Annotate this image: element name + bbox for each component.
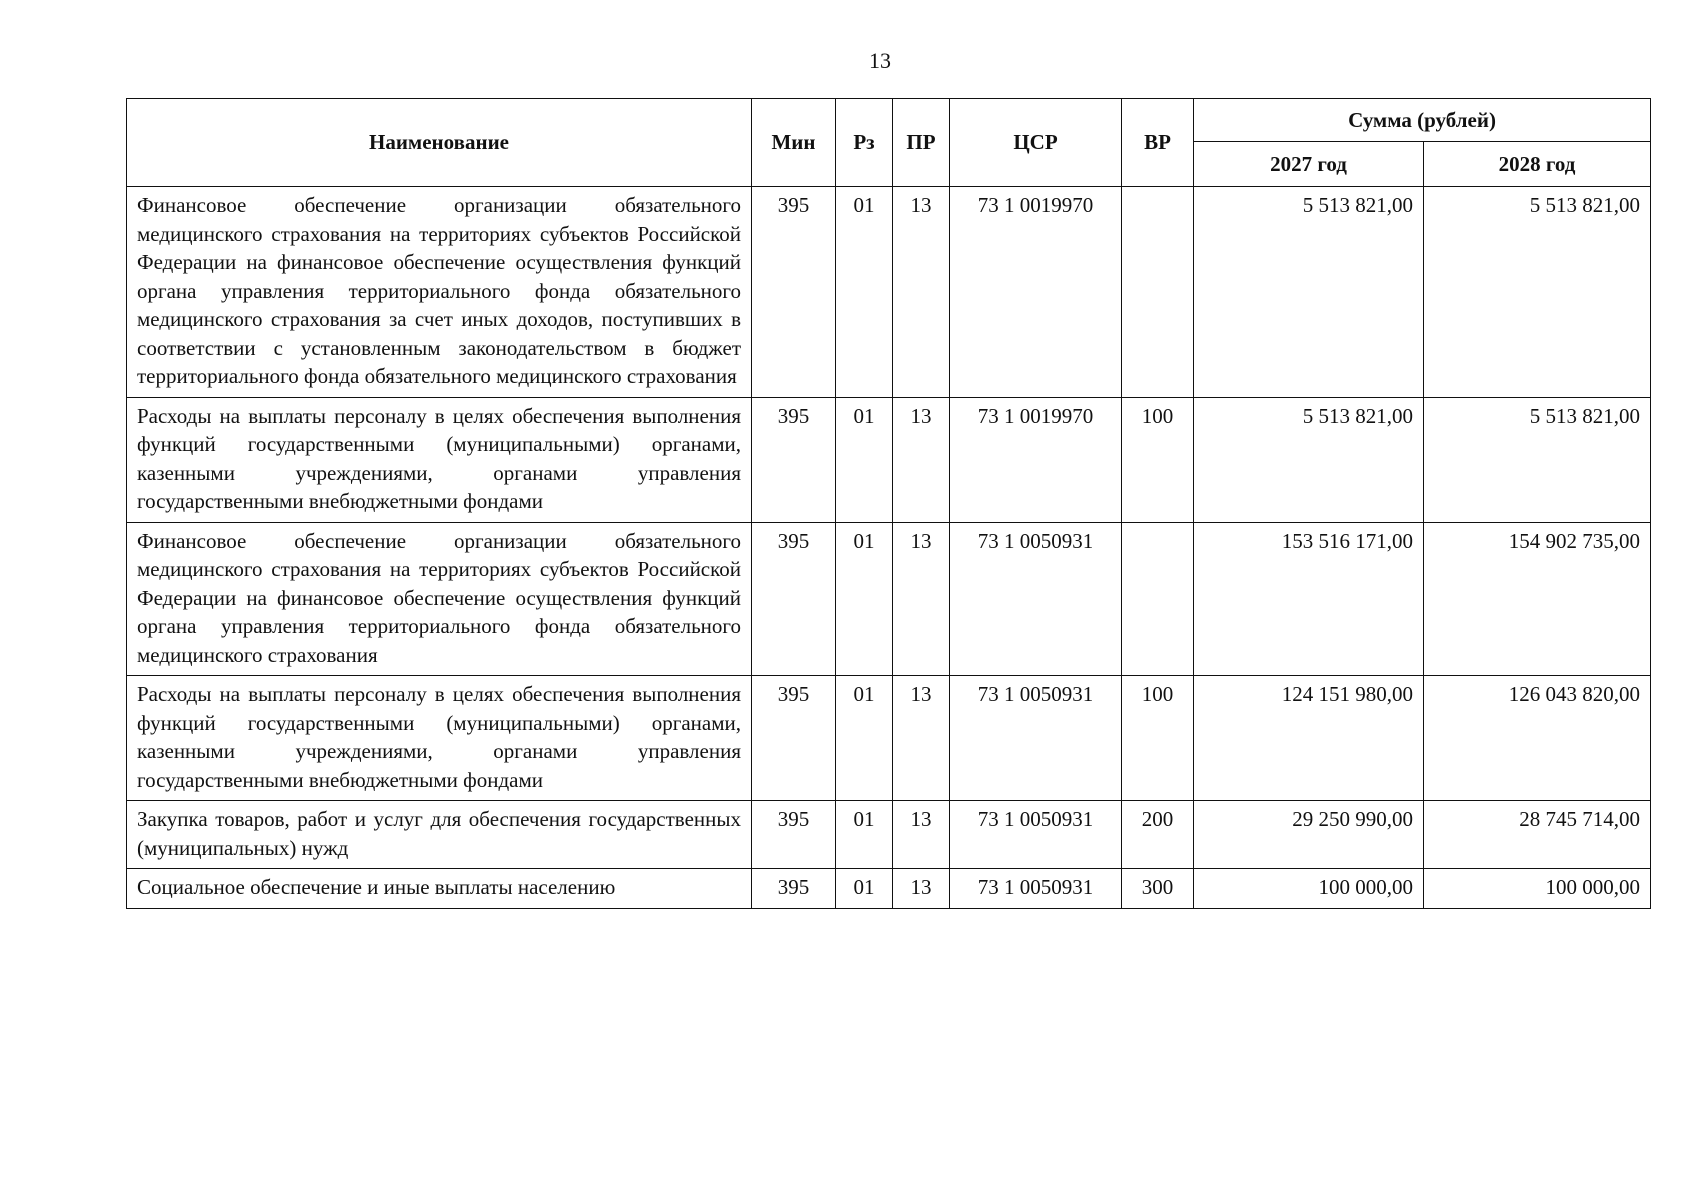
row-name: Расходы на выплаты персоналу в целях обеспечения выполнения функций государственными (муниципальными) органами, казенными учреждениями, органами управления государственными внебюджетными фондами [127, 676, 752, 801]
row-sum-2028: 100 000,00 [1424, 869, 1651, 909]
row-csr: 73 1 0050931 [950, 801, 1122, 869]
page-number: 13 [869, 48, 891, 73]
row-csr: 73 1 0050931 [950, 522, 1122, 676]
table-header [127, 99, 1651, 187]
table-body [127, 187, 1651, 909]
row-vr: 300 [1122, 869, 1194, 909]
row-csr: 73 1 0050931 [950, 676, 1122, 801]
row-pr: 13 [893, 676, 950, 801]
row-sum-2027: 124 151 980,00 [1194, 676, 1424, 801]
row-min: 395 [752, 397, 836, 522]
row-sum-2028: 28 745 714,00 [1424, 801, 1651, 869]
row-pr: 13 [893, 801, 950, 869]
table-row [127, 869, 1651, 909]
row-rz: 01 [836, 397, 893, 522]
row-pr: 13 [893, 397, 950, 522]
row-vr: 100 [1122, 676, 1194, 801]
row-sum-2027: 29 250 990,00 [1194, 801, 1424, 869]
row-min: 395 [752, 869, 836, 909]
row-vr: 200 [1122, 801, 1194, 869]
row-min: 395 [752, 187, 836, 398]
row-csr: 73 1 0050931 [950, 869, 1122, 909]
header-rz: Рз [836, 99, 893, 187]
header-year-2027: 2027 год [1194, 142, 1424, 187]
row-name: Финансовое обеспечение организации обязательного медицинского страхования на территориях субъектов Российской Федерации на финансовое обеспечение осуществления функций органа управления территориального фонда обязательного медицинского страхования [127, 522, 752, 676]
row-vr [1122, 522, 1194, 676]
row-min: 395 [752, 801, 836, 869]
row-pr: 13 [893, 522, 950, 676]
row-rz: 01 [836, 801, 893, 869]
table-row [127, 397, 1651, 522]
row-sum-2028: 154 902 735,00 [1424, 522, 1651, 676]
budget-table [126, 98, 1651, 909]
header-year-2028: 2028 год [1424, 142, 1651, 187]
row-name: Финансовое обеспечение организации обязательного медицинского страхования на территориях субъектов Российской Федерации на финансовое обеспечение осуществления функций органа управления территориального фонда обязательного медицинского страхования за счет иных доходов, поступивших в соответствии с установленным законодательством в бюджет территориального фонда обязательного медицинского страхования [127, 187, 752, 398]
row-rz: 01 [836, 869, 893, 909]
row-vr [1122, 187, 1194, 398]
row-vr: 100 [1122, 397, 1194, 522]
row-name: Закупка товаров, работ и услуг для обеспечения государственных (муниципальных) нужд [127, 801, 752, 869]
row-csr: 73 1 0019970 [950, 397, 1122, 522]
table-row [127, 801, 1651, 869]
row-sum-2027: 153 516 171,00 [1194, 522, 1424, 676]
row-rz: 01 [836, 187, 893, 398]
header-csr: ЦСР [950, 99, 1122, 187]
row-csr: 73 1 0019970 [950, 187, 1122, 398]
row-rz: 01 [836, 676, 893, 801]
table-row [127, 676, 1651, 801]
row-sum-2027: 5 513 821,00 [1194, 187, 1424, 398]
header-vr: ВР [1122, 99, 1194, 187]
header-sum: Сумма (рублей) [1194, 99, 1651, 142]
row-min: 395 [752, 676, 836, 801]
header-name: Наименование [127, 99, 752, 187]
header-min: Мин [752, 99, 836, 187]
row-sum-2027: 100 000,00 [1194, 869, 1424, 909]
row-sum-2027: 5 513 821,00 [1194, 397, 1424, 522]
table-row [127, 187, 1651, 398]
row-name: Социальное обеспечение и иные выплаты населению [127, 869, 752, 909]
row-pr: 13 [893, 187, 950, 398]
row-min: 395 [752, 522, 836, 676]
header-pr: ПР [893, 99, 950, 187]
row-sum-2028: 126 043 820,00 [1424, 676, 1651, 801]
row-sum-2028: 5 513 821,00 [1424, 187, 1651, 398]
row-name: Расходы на выплаты персоналу в целях обеспечения выполнения функций государственными (муниципальными) органами, казенными учреждениями, органами управления государственными внебюджетными фондами [127, 397, 752, 522]
table-row [127, 522, 1651, 676]
row-rz: 01 [836, 522, 893, 676]
row-sum-2028: 5 513 821,00 [1424, 397, 1651, 522]
row-pr: 13 [893, 869, 950, 909]
